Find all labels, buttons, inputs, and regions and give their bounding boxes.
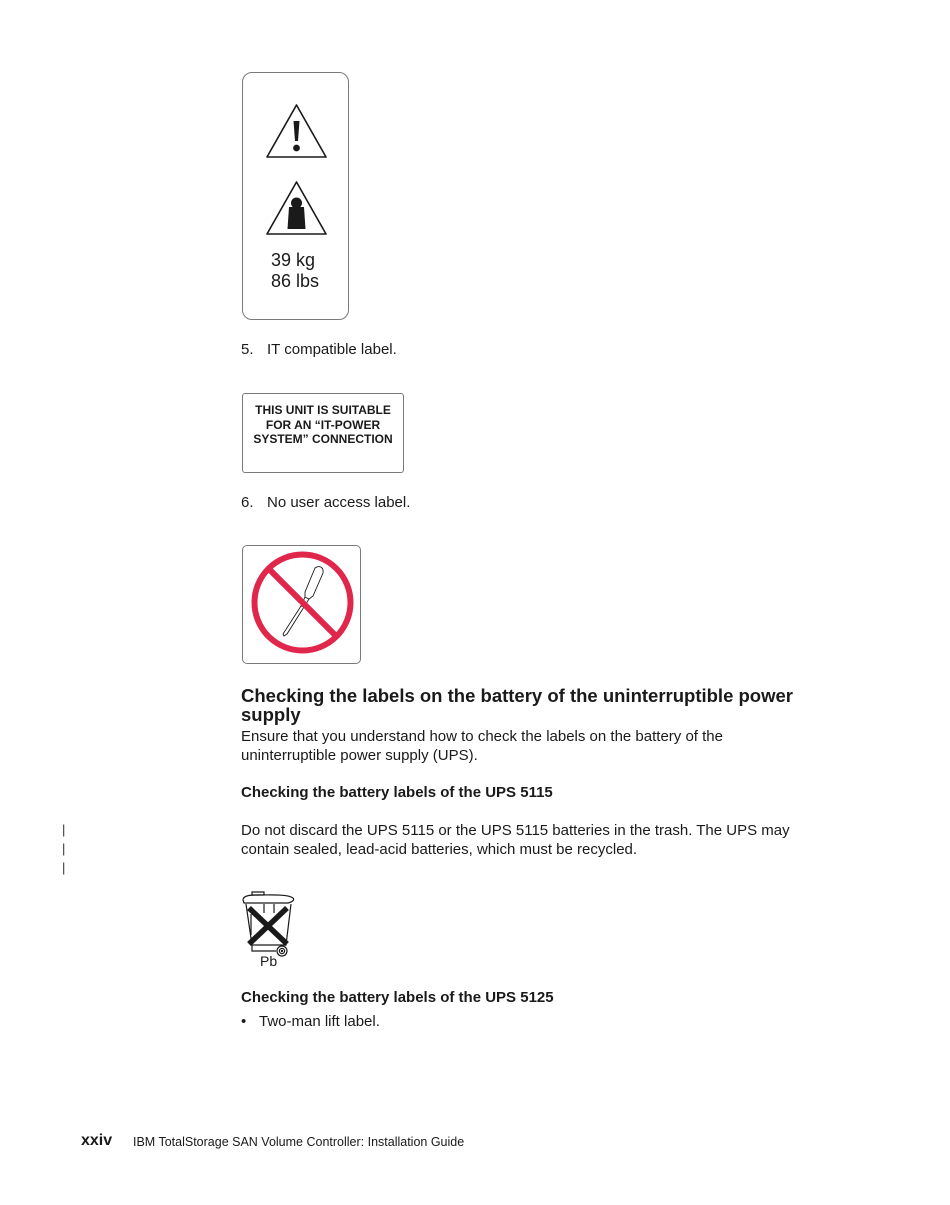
weight-warning-label — [242, 72, 349, 320]
no-user-access-label — [242, 545, 361, 664]
crossed-out-bin-icon — [240, 889, 300, 971]
it-label-line-1: THIS UNIT IS SUITABLE — [255, 403, 391, 417]
ups-5115-paragraph: Do not discard the UPS 5115 or the UPS 5115 batteries in the trash. The UPS may contain sealed, lead-acid batteries, which must be recycled. — [241, 822, 790, 858]
bullet-text: Two-man lift label. — [259, 1013, 380, 1030]
caution-icon — [267, 105, 326, 157]
no-screwdriver-icon — [243, 546, 362, 665]
weight-lbs: 86 lbs — [271, 271, 320, 291]
list-text: IT compatible label. — [267, 341, 397, 358]
subheading-ups-5125: Checking the battery labels of the UPS 5125 — [241, 989, 554, 1006]
it-label-line-3: SYSTEM” CONNECTION — [253, 432, 393, 446]
list-item-6 — [241, 494, 410, 512]
change-bar: | — [62, 822, 66, 837]
subheading-ups-5115: Checking the battery labels of the UPS 5115 — [241, 784, 553, 801]
change-bar: | — [62, 841, 66, 856]
intro-paragraph: Ensure that you understand how to check the labels on the battery of the uninterruptible power supply (UPS). — [241, 728, 723, 764]
it-label-line-2: FOR AN “IT-POWER — [265, 417, 381, 432]
it-power-label — [242, 393, 404, 473]
weight-kg: 39 kg — [271, 250, 316, 270]
list-text: No user access label. — [267, 494, 411, 511]
list-item-5 — [241, 341, 397, 359]
list-number: 5. — [241, 341, 254, 358]
pb-symbol: Pb — [260, 953, 278, 969]
page-number: xxiv — [81, 1132, 113, 1149]
list-number: 6. — [241, 494, 254, 511]
weight-text — [271, 250, 319, 292]
bullet-marker: • — [241, 1013, 247, 1030]
bullet-item — [241, 1012, 380, 1031]
heavy-weight-icon — [267, 182, 326, 234]
change-bar: | — [62, 860, 66, 875]
section-heading: Checking the labels on the battery of the uninterruptible power supply — [241, 685, 793, 725]
footer-book-title: IBM TotalStorage SAN Volume Controller: Installation Guide — [133, 1135, 465, 1149]
